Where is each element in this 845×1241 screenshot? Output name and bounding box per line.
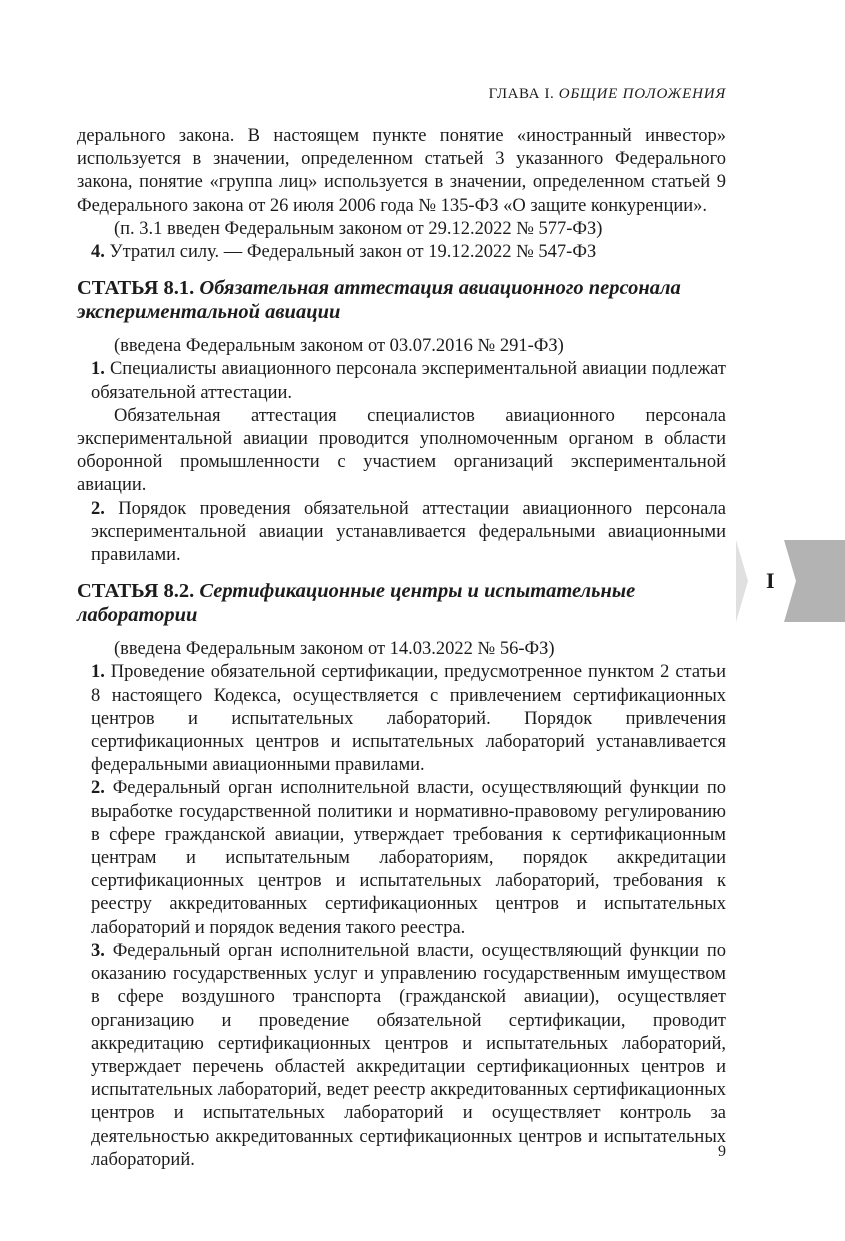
continuation-paragraph: дерального закона. В настоящем пункте понятие «иностранный инвестор» используется в значении, определенном статьей 3 указанного Федерального закона, понятие «группа лиц» используется в значении, определенном статьей 9 Федерального закона от 26 июля 2006 года № 135-ФЗ «О защите конкуренции». [77, 126, 726, 216]
item-number: 3. [91, 940, 105, 961]
item-text: Специалисты авиационного персонала экспериментальной авиации подлежат обязательной аттестации. [91, 359, 726, 403]
page-body [77, 125, 726, 1172]
item-4-text: Утратил силу. — Федеральный закон от 19.12.2022 № 547-ФЗ [109, 242, 597, 263]
item-number: 1. [91, 662, 105, 683]
article-8-1-item-2 [77, 498, 726, 568]
article-8-1-label: СТАТЬЯ 8.1. [77, 277, 195, 300]
running-header [489, 86, 726, 103]
item-number: 2. [91, 778, 105, 799]
article-8-2-heading [77, 580, 726, 627]
chapter-tab-label: I [766, 568, 775, 593]
item-4 [77, 241, 726, 264]
article-8-1-item-1-para-2: Обязательная аттестация специалистов авиационного персонала экспериментальной авиации проводится уполномоченным органом в области оборонной промышленности с участием организаций экспериментальной авиации. [77, 405, 726, 496]
item-number: 2. [91, 498, 105, 519]
article-8-2-title: Сертификационные центры и испытательные лаборатории [77, 580, 636, 626]
article-8-1-heading [77, 277, 726, 324]
chapter-number: ГЛАВА I. [488, 86, 555, 102]
item-4-number: 4. [91, 242, 105, 263]
article-8-1-intro: (введена Федеральным законом от 03.07.2016 № 291-ФЗ) [114, 336, 564, 357]
article-8-2-intro: (введена Федеральным законом от 14.03.2022 № 56-ФЗ) [114, 639, 555, 660]
tab-edge-shape [736, 540, 748, 622]
amendment-note: (п. 3.1 введен Федеральным законом от 29.12.2022 № 577-ФЗ) [114, 218, 603, 239]
article-8-2-item-2 [77, 777, 726, 939]
item-text: Проведение обязательной сертификации, предусмотренное пунктом 2 статьи 8 настоящего Кодекса, осуществляется с привлечением сертификационных центров и испытательных лабораторий. Порядок привлечения сертификационных центров и испытательных лабораторий устанавливается федеральными авиационными правилами. [91, 662, 727, 776]
item-number: 1. [91, 359, 105, 380]
article-8-1-item-1 [77, 358, 726, 404]
article-8-1-title: Обязательная аттестация авиационного персонала экспериментальной авиации [77, 277, 681, 323]
article-8-2-label: СТАТЬЯ 8.2. [77, 580, 195, 603]
chapter-title: ОБЩИЕ ПОЛОЖЕНИЯ [558, 86, 726, 102]
page-number: 9 [718, 1143, 726, 1160]
chapter-tab-marker [736, 540, 845, 622]
article-8-2-item-3 [77, 940, 726, 1172]
tab-shape [784, 540, 845, 622]
item-text: Порядок проведения обязательной аттестации авиационного персонала экспериментальной авиации устанавливается федеральными авиационными правилами. [91, 498, 726, 566]
article-8-2-item-1 [77, 661, 726, 777]
item-text: Федеральный орган исполнительной власти, осуществляющий функции по оказанию государственных услуг и управлению государственным имуществом в сфере воздушного транспорта (гражданской авиации), осуществляет организацию и проведение обязательной сертификации, проводит аккредитацию сертификационных центров и испытательных лабораторий, утверждает перечень областей аккредитации сертификационных центров и испытательных лабораторий, ведет реестр аккредитованных сертификационных центров и испытательных лабораторий и осуществляет контроль за деятельностью аккредитованных сертификационных центров и испытательных лабораторий. [91, 940, 727, 1170]
item-text: Федеральный орган исполнительной власти, осуществляющий функции по выработке государственной политики и нормативно-правовому регулированию в сфере гражданской авиации, утверждает требования к сертификационным центрам и испытательным лабораториям, порядок аккредитации сертификационных центров и испытательных лабораторий, требования к реестру аккредитованных сертификационных центров и испытательных лабораторий и порядок ведения такого реестра. [91, 778, 727, 938]
